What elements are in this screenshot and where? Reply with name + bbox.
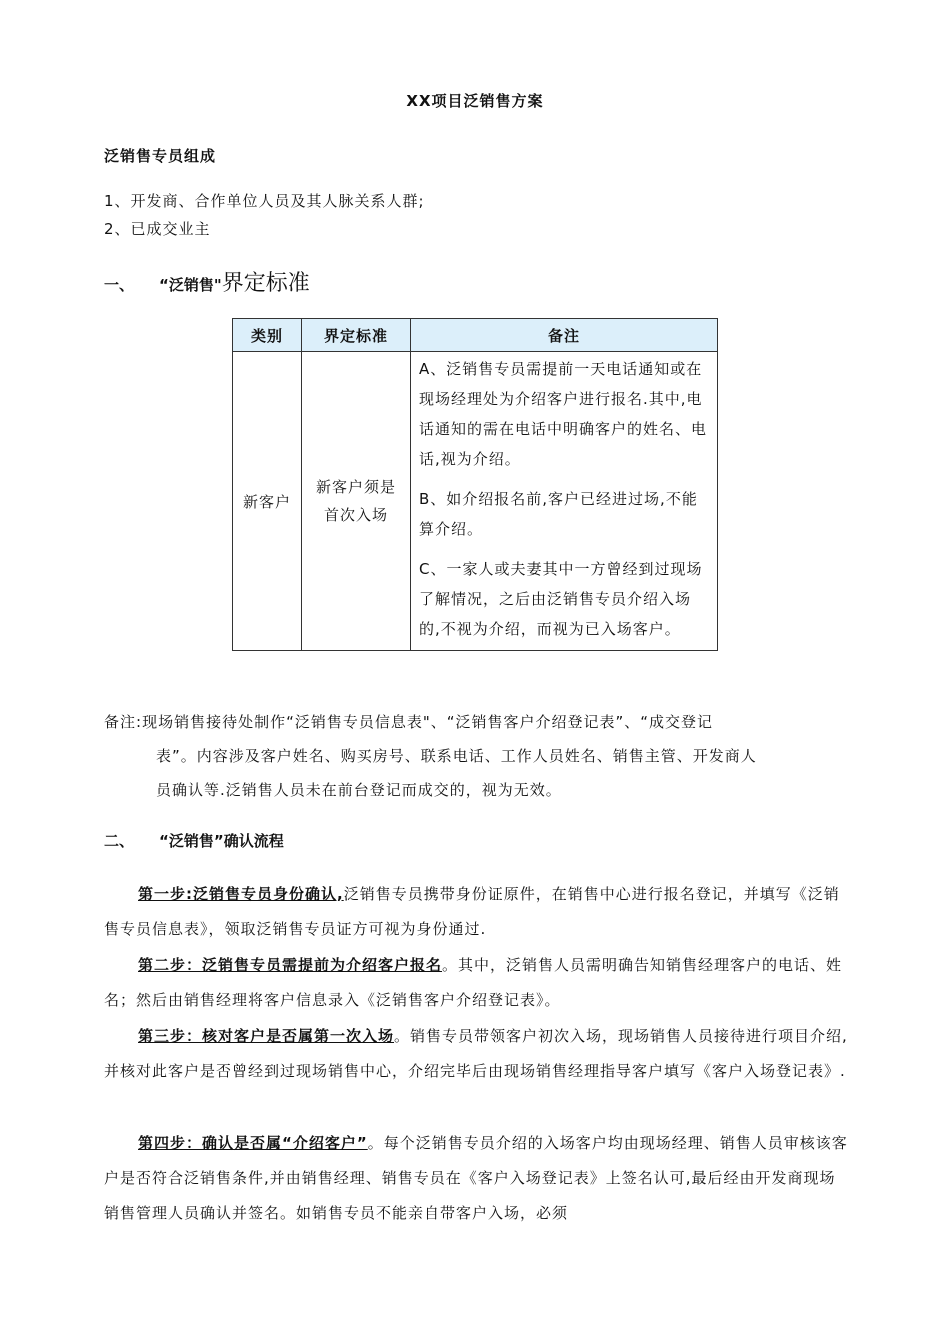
table-cell-category: 新客户 xyxy=(233,352,302,651)
step-1-text: 泛销售专员携带身份证原件，在销售中心进行报名登记，并填写《泛销售专员信息表》，领取泛销售专员证方可视为身份通过. xyxy=(104,885,840,938)
step-3-paragraph xyxy=(104,1019,848,1089)
step-1-paragraph xyxy=(104,877,848,947)
members-item-1: 1、开发商、合作单位人员及其人脉关系人群; xyxy=(104,192,425,210)
table-row xyxy=(233,352,718,651)
standard-text: 新客户须是首次入场 xyxy=(315,478,396,524)
remark-line-3: 员确认等.泛销售人员未在前台登记而成交的，视为无效。 xyxy=(156,781,562,799)
step-2-paragraph xyxy=(104,948,848,1018)
step-4-text: 。每个泛销售专员介绍的入场客户均由现场经理、销售人员审核该客户是否符合泛销售条件,并由销售经理、销售专员在《客户入场登记表》上签名认可,最后经由开发商现场销售管理人员确认并签名。如销售专员不能亲自带客户入场，必须 xyxy=(104,1134,848,1222)
table-header-notes: 备注 xyxy=(411,319,718,352)
remark-label: 备注: xyxy=(104,713,143,731)
note-a: A、泛销售专员需提前一天电话通知或在现场经理处为介绍客户进行报名.其中,电话通知的需在电话中明确客户的姓名、电话,视为介绍。 xyxy=(419,360,708,468)
table-header-row xyxy=(233,319,718,352)
section-two-number: 二、 xyxy=(104,832,135,850)
remark-line-1: 现场销售接待处制作“泛销售专员信息表"、“泛销售客户介绍登记表”、“成交登记 xyxy=(142,713,714,731)
section-one-heading-small: “泛销售" xyxy=(159,276,222,294)
note-c: C、一家人或夫妻其中一方曾经到过现场了解情况，之后由泛销售专员介绍入场的,不视为介绍，而视为已入场客户。 xyxy=(419,560,703,638)
section-one-heading xyxy=(104,266,310,297)
step-1-label: 第一步:泛销售专员身份确认, xyxy=(138,885,344,903)
step-4-paragraph xyxy=(104,1126,848,1231)
table-header-category: 类别 xyxy=(233,319,302,352)
section-one-heading-big: 界定标准 xyxy=(221,271,310,296)
section-two-heading-text: “泛销售”确认流程 xyxy=(159,832,284,850)
remark-line-2: 表”。内容涉及客户姓名、购买房号、联系电话、工作人员姓名、销售主管、开发商人 xyxy=(156,747,757,765)
note-b: B、如介绍报名前,客户已经进过场,不能算介绍。 xyxy=(419,490,698,538)
step-2-text: 。其中，泛销售人员需明确告知销售经理客户的电话、姓名；然后由销售经理将客户信息录入《泛销售客户介绍登记表》。 xyxy=(104,956,843,1009)
criteria-table xyxy=(232,318,718,651)
step-3-text: 。销售专员带领客户初次入场，现场销售人员接待进行项目介绍,并核对此客户是否曾经到过现场销售中心，介绍完毕后由现场销售经理指导客户填写《客户入场登记表》. xyxy=(104,1027,848,1080)
table-header-standard: 界定标准 xyxy=(302,319,411,352)
step-2-label: 第二步：泛销售专员需提前为介绍客户报名 xyxy=(138,956,443,974)
members-item-2: 2、已成交业主 xyxy=(104,220,211,238)
table-cell-notes xyxy=(411,352,718,651)
document-title: XX项目泛销售方案 xyxy=(406,92,544,110)
section-two-heading xyxy=(104,830,284,851)
step-4-label: 第四步：确认是否属“介绍客户” xyxy=(138,1134,368,1152)
section-one-number: 一、 xyxy=(104,276,135,294)
table-cell-standard xyxy=(302,352,411,651)
members-heading: 泛销售专员组成 xyxy=(104,147,217,165)
remark-block xyxy=(104,705,854,807)
step-3-label: 第三步：核对客户是否属第一次入场 xyxy=(138,1027,395,1045)
